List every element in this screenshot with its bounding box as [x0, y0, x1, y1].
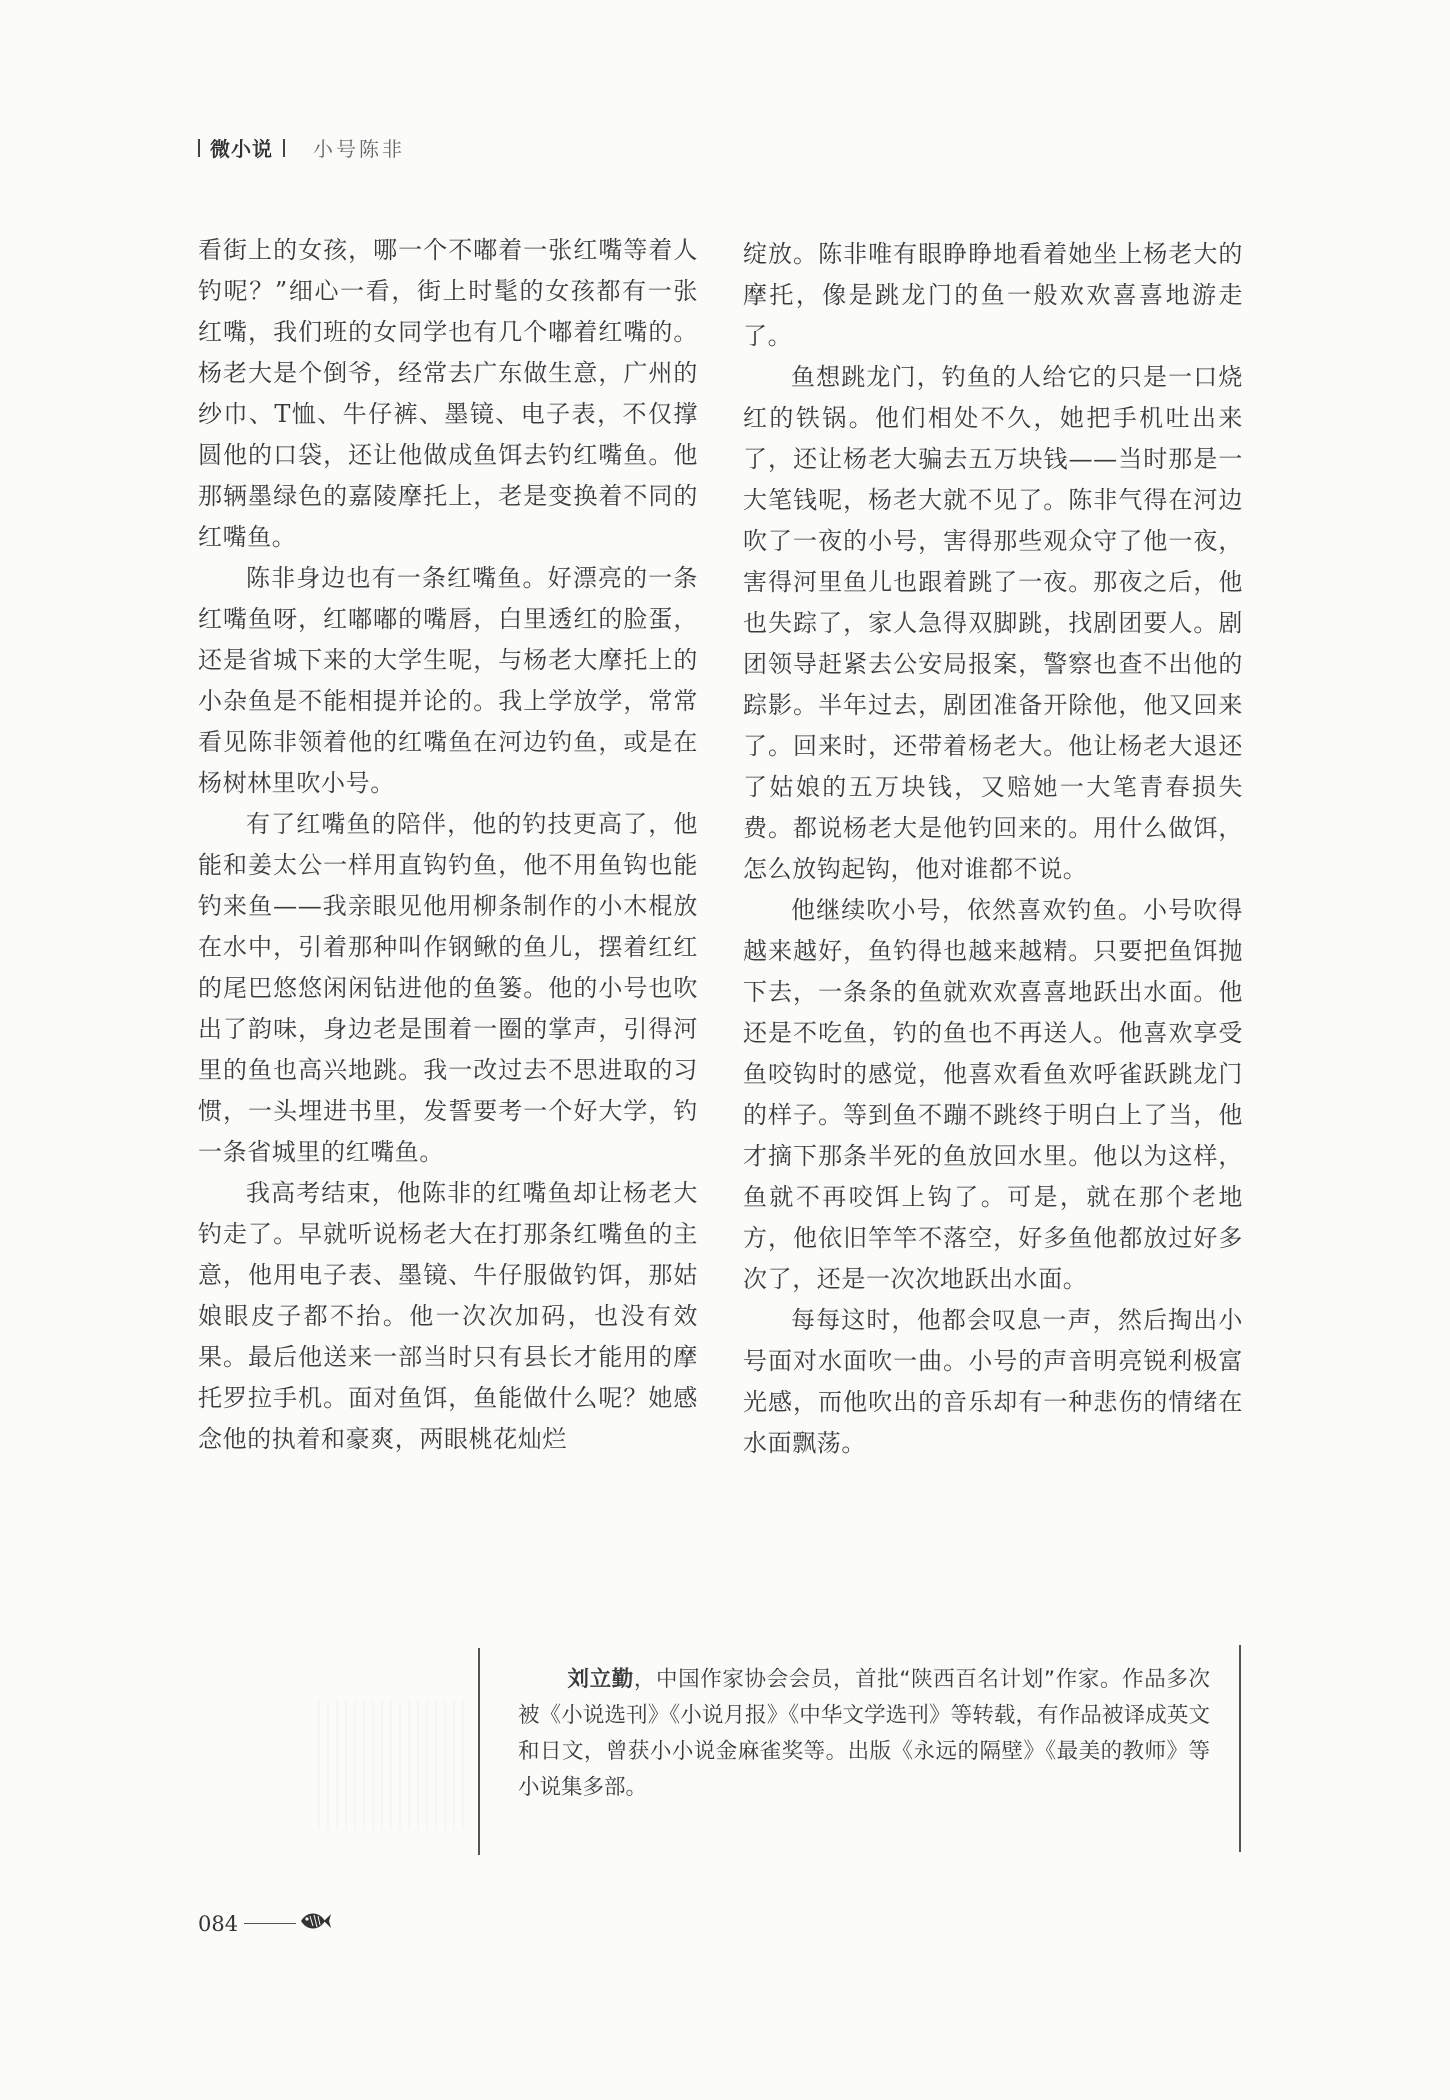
fish-icon [298, 1908, 332, 1939]
page-footer [198, 1908, 332, 1939]
paragraph: 看街上的女孩，哪一个不嘟着一张红嘴等着人钓呢？”细心一看，街上时髦的女孩都有一张红嘴，我们班的女同学也有几个嘟着红嘴的。杨老大是个倒爷，经常去广东做生意，广州的纱巾、T恤、牛仔裤、墨镜、电子表，不仅撑圆他的口袋，还让他做成鱼饵去钓红嘴鱼。他那辆墨绿色的嘉陵摩托上，老是变换着不同的红嘴鱼。 [198, 236, 698, 551]
author-bio [518, 1662, 1210, 1806]
footer-rule [244, 1923, 296, 1924]
bio-divider-right [1239, 1645, 1241, 1852]
paragraph: 有了红嘴鱼的陪伴，他的钓技更高了，他能和姜太公一样用直钩钓鱼，他不用鱼钩也能钓来鱼——我亲眼见他用柳条制作的小木棍放在水中，引着那种叫作钢鳅的鱼儿，摆着红红的尾巴悠悠闲闲钻进他的鱼篓。他的小号也吹出了韵味，身边老是围着一圈的掌声，引得河里的鱼也高兴地跳。我一改过去不思进取的习惯，一头埋进书里，发誓要考一个好大学，钓一条省城里的红嘴鱼。 [198, 810, 698, 1166]
story-title: 小号陈非 [313, 137, 405, 161]
paragraph: 他继续吹小号，依然喜欢钓鱼。小号吹得越来越好，鱼钓得也越来越精。只要把鱼饵抛下去，一条条的鱼就欢欢喜喜地跃出水面。他还是不吃鱼，钓的鱼也不再送人。他喜欢享受鱼咬钩时的感觉，他喜欢看鱼欢呼雀跃跳龙门的样子。等到鱼不蹦不跳终于明白上了当，他才摘下那条半死的鱼放回水里。他以为这样，鱼就不再咬饵上钩了。可是，就在那个老地方，他依旧竿竿不落空，好多鱼他都放过好多次了，还是一次次地跃出水面。 [743, 896, 1243, 1293]
bio-paragraph [518, 1662, 1210, 1806]
paragraph: 我高考结束，他陈非的红嘴鱼却让杨老大钓走了。早就听说杨老大在打那条红嘴鱼的主意，他用电子表、墨镜、牛仔服做钓饵，那姑娘眼皮子都不抬。他一次次加码，也没有效果。最后他送来一部当时只有县长才能用的摩托罗拉手机。面对鱼饵，鱼能做什么呢？她感念他的执着和豪爽，两眼桃花灿烂 [198, 1179, 698, 1453]
paragraph: 每每这时，他都会叹息一声，然后掏出小号面对水面吹一曲。小号的声音明亮锐利极富光感，而他吹出的音乐却有一种悲伤的情绪在水面飘荡。 [743, 1306, 1243, 1457]
running-head [198, 133, 405, 162]
right-column [743, 234, 1243, 1464]
divider [283, 139, 285, 157]
paragraph: 鱼想跳龙门，钓鱼的人给它的只是一口烧红的铁锅。他们相处不久，她把手机吐出来了，还让杨老大骗去五万块钱——当时那是一大笔钱呢，杨老大就不见了。陈非气得在河边吹了一夜的小号，害得那些观众守了他一夜，害得河里鱼儿也跟着跳了一夜。那夜之后，他也失踪了，家人急得双脚跳，找剧团要人。剧团领导赶紧去公安局报案，警察也查不出他的踪影。半年过去，剧团准备开除他，他又回来了。回来时，还带着杨老大。他让杨老大退还了姑娘的五万块钱，又赔她一大笔青春损失费。都说杨老大是他钓回来的。用什么做饵，怎么放钩起钩，他对谁都不说。 [743, 363, 1243, 883]
page-number: 084 [198, 1911, 239, 1936]
paragraph: 绽放。陈非唯有眼睁睁地看着她坐上杨老大的摩托，像是跳龙门的鱼一般欢欢喜喜地游走了。 [743, 240, 1243, 350]
decorative-texture [318, 1700, 468, 1830]
left-column [198, 230, 698, 1460]
bio-text: ，中国作家协会会员，首批“陕西百名计划”作家。作品多次被《小说选刊》《小说月报》《中华文学选刊》等转载，有作品被译成英文和日文，曾获小小说金麻雀奖等。出版《永远的隔壁》《最美的教师》等小说集多部。 [518, 1667, 1210, 1800]
paragraph: 陈非身边也有一条红嘴鱼。好漂亮的一条红嘴鱼呀，红嘟嘟的嘴唇，白里透红的脸蛋，还是省城下来的大学生呢，与杨老大摩托上的小杂鱼是不能相提并论的。我上学放学，常常看见陈非领着他的红嘴鱼在河边钓鱼，或是在杨树林里吹小号。 [198, 564, 698, 797]
bio-divider-left [478, 1648, 480, 1855]
section-name: 微小说 [210, 137, 273, 161]
divider [198, 139, 200, 157]
author-name: 刘立勤 [567, 1667, 634, 1692]
